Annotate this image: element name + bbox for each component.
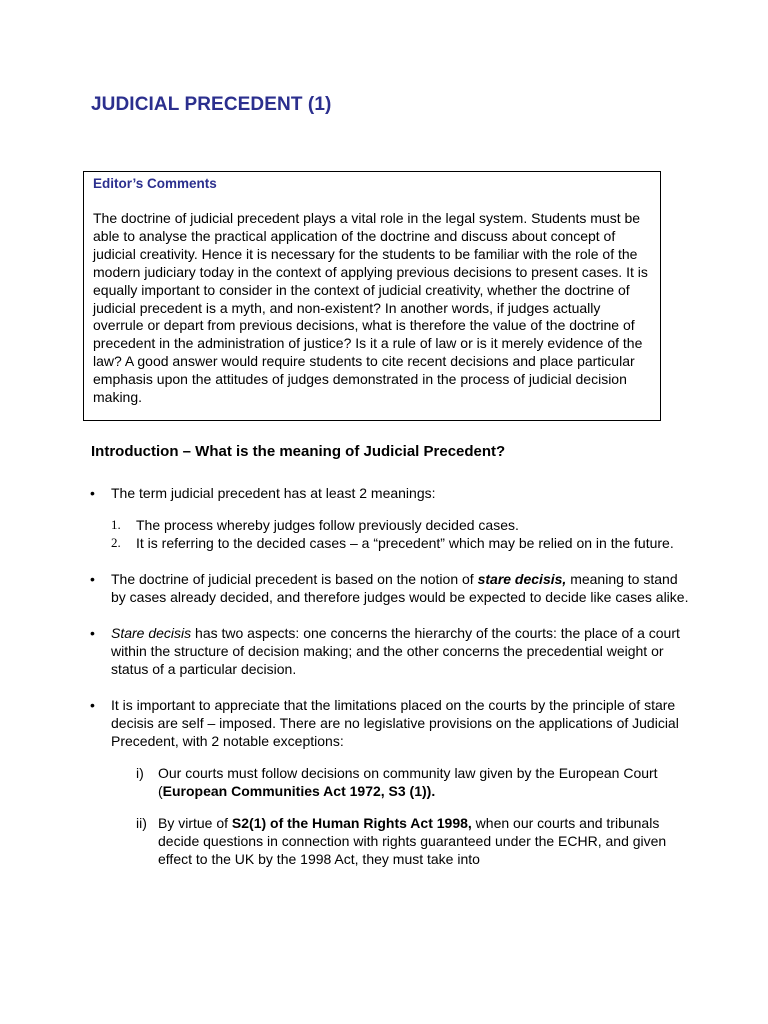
list-item-number: 1. xyxy=(111,517,121,532)
exception-text: Our courts must follow decisions on community law given by the European Court ( xyxy=(158,765,658,799)
bullet-text-post: has two aspects: one concerns the hierarchy of the courts: the place of a court within the structure of decision making; and the other concerns the precedential weight or status of a particular decision. xyxy=(111,625,680,677)
list-item xyxy=(111,516,690,534)
editors-comments-body: The doctrine of judicial precedent plays a vital role in the legal system. Students must be able to analyse the practical application of the doctrine and discuss about concept of judicial creativity. Hence it is necessary for the students to be familiar with the role of the modern judiciary today in the context of applying previous decisions to present cases. It is equally important to consider in the context of judicial creativity, whether the doctrine of judicial precedent is a myth, and non-existent? In another words, if judges actually overrule or depart from previous decisions, what is therefore the value of the doctrine of precedent in the administration of justice? Is it a rule of law or is it merely evidence of the law? A good answer would require students to cite recent decisions and place particular emphasis upon the attitudes of judges demonstrated in the process of judicial decision making. xyxy=(93,210,648,406)
exception-text-post: when our courts and tribunals decide questions in connection with rights guaranteed under the ECHR, and given effect to the UK by the 1998 Act, they must take into xyxy=(158,815,667,867)
introduction-heading: Introduction – What is the meaning of Judicial Precedent? xyxy=(91,443,506,460)
bullet-two-aspects xyxy=(90,624,690,678)
bullet-dot: • xyxy=(90,485,95,501)
bullet-meanings xyxy=(90,484,690,502)
exception-text-pre: By virtue of xyxy=(158,815,232,831)
exception-i xyxy=(136,764,690,800)
list-item-number: 2. xyxy=(111,535,121,550)
document-body xyxy=(90,484,690,868)
statute-citation: S2(1) of the Human Rights Act 1998, xyxy=(231,815,472,831)
editors-comments-box xyxy=(83,171,661,421)
statute-citation: European Communities Act 1972, S3 (1)). xyxy=(162,783,436,799)
bullet-limitations-text: It is important to appreciate that the limitations placed on the courts by the principle of stare decisis are self – imposed. There are no legislative provisions on the applications of Judicial Precedent, with 2 notable exceptions: xyxy=(111,697,679,749)
bullet-dot: • xyxy=(90,697,95,713)
bullet-stare-decisis-notion xyxy=(90,570,690,606)
exception-ii xyxy=(136,814,690,868)
stare-decisis-italic: Stare decisis xyxy=(111,625,192,641)
exception-number: i) xyxy=(136,765,144,781)
meanings-list xyxy=(111,516,690,552)
page-title: JUDICIAL PRECEDENT (1) xyxy=(91,94,332,115)
list-item-text: It is referring to the decided cases – a “precedent” which may be relied on in the future. xyxy=(136,535,674,551)
bullet-dot: • xyxy=(90,625,95,641)
list-item-text: The process whereby judges follow previously decided cases. xyxy=(136,517,519,533)
bullet-meanings-text: The term judicial precedent has at least 2 meanings: xyxy=(111,485,436,501)
list-item xyxy=(111,534,690,552)
bullet-dot: • xyxy=(90,571,95,587)
bullet-text-post: meaning to stand by cases already decided, and therefore judges would be expected to decide like cases alike. xyxy=(111,571,689,605)
stare-decisis-emphasis: stare decisis, xyxy=(477,571,567,587)
exception-number: ii) xyxy=(136,815,147,831)
bullet-text-pre: The doctrine of judicial precedent is based on the notion of xyxy=(111,571,478,587)
bullet-limitations xyxy=(90,696,690,750)
editors-comments-heading: Editor’s Comments xyxy=(93,176,217,191)
